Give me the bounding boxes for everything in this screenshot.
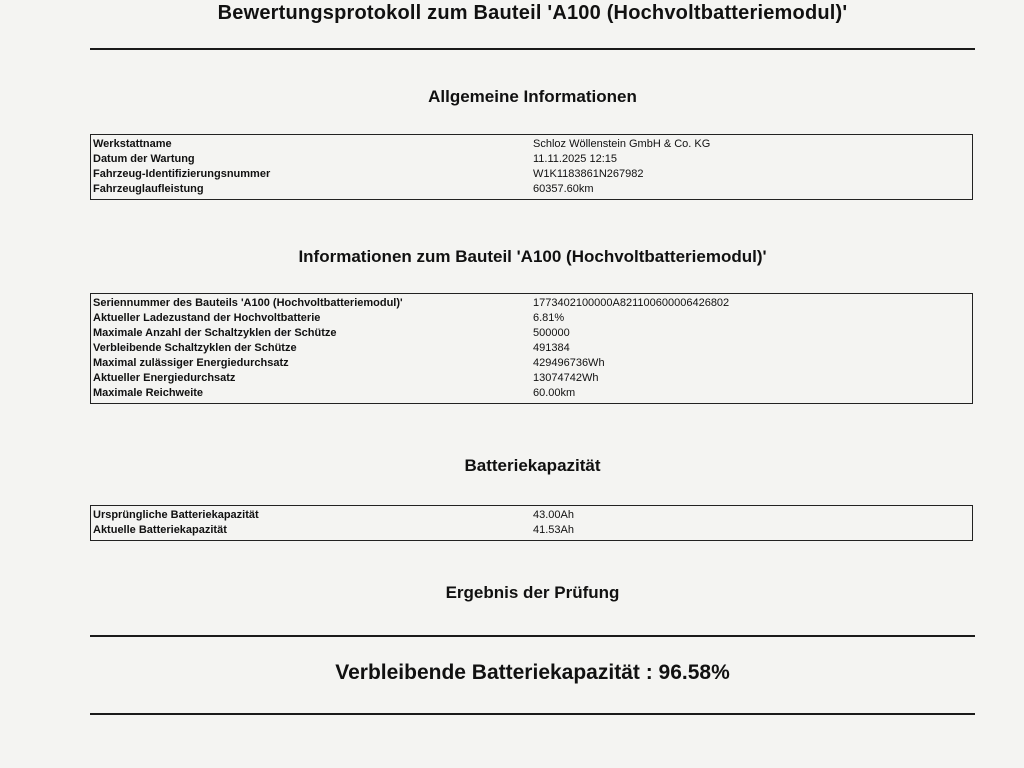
row-label: Fahrzeug-Identifizierungsnummer (93, 168, 271, 180)
row-value: 1773402100000A821100600006426802 (533, 297, 730, 309)
info-row (93, 371, 972, 386)
row-value: 11.11.2025 12:15 (533, 153, 618, 165)
row-label: Maximale Anzahl der Schaltzyklen der Schütze (93, 327, 337, 339)
general-info-table (90, 134, 973, 200)
general-info-heading: Allgemeine Informationen (428, 87, 637, 106)
result-top-divider (90, 635, 975, 637)
row-label: Fahrzeuglaufleistung (93, 183, 204, 195)
row-label: Werkstattname (93, 138, 172, 150)
row-value: 6.81% (533, 312, 565, 324)
row-value: W1K1183861N267982 (533, 168, 644, 180)
info-row (93, 356, 972, 371)
capacity-table (90, 505, 973, 541)
row-label: Datum der Wartung (93, 153, 195, 165)
row-label: Verbleibende Schaltzyklen der Schütze (93, 342, 297, 354)
component-info-table (90, 293, 973, 404)
result-heading: Ergebnis der Prüfung (445, 583, 620, 602)
row-label: Maximal zulässiger Energiedurchsatz (93, 357, 289, 369)
result-value: Verbleibende Batteriekapazität : 96.58% (335, 661, 730, 684)
title-divider (90, 48, 975, 50)
row-label: Aktueller Ladezustand der Hochvoltbatterie (93, 312, 321, 324)
info-row (93, 167, 972, 182)
row-label: Maximale Reichweite (93, 387, 204, 399)
info-row (93, 341, 972, 356)
info-row (93, 508, 972, 523)
row-value: 60.00km (533, 387, 576, 399)
row-label: Aktueller Energiedurchsatz (93, 372, 236, 384)
info-row (93, 296, 972, 311)
info-row (93, 311, 972, 326)
row-label: Seriennummer des Bauteils 'A100 (Hochvoltbatteriemodul)' (93, 297, 403, 309)
info-row (93, 182, 972, 197)
row-value: 429496736Wh (533, 357, 605, 369)
row-label: Ursprüngliche Batteriekapazität (93, 509, 259, 521)
info-row (93, 523, 972, 538)
row-label: Aktuelle Batteriekapazität (93, 524, 227, 536)
row-value: 500000 (533, 327, 570, 339)
info-row (93, 137, 972, 152)
component-info-heading: Informationen zum Bauteil 'A100 (Hochvoltbatteriemodul)' (298, 247, 767, 266)
row-value: 13074742Wh (533, 372, 599, 384)
row-value: Schloz Wöllenstein GmbH & Co. KG (533, 138, 711, 150)
document-title: Bewertungsprotokoll zum Bauteil 'A100 (Hochvoltbatteriemodul)' (217, 2, 848, 24)
result-bottom-divider (90, 713, 975, 715)
row-value: 43.00Ah (533, 509, 574, 521)
info-row (93, 386, 972, 401)
info-row (93, 152, 972, 167)
capacity-heading: Batteriekapazität (464, 456, 601, 475)
info-row (93, 326, 972, 341)
row-value: 491384 (533, 342, 570, 354)
row-value: 41.53Ah (533, 524, 574, 536)
row-value: 60357.60km (533, 183, 594, 195)
